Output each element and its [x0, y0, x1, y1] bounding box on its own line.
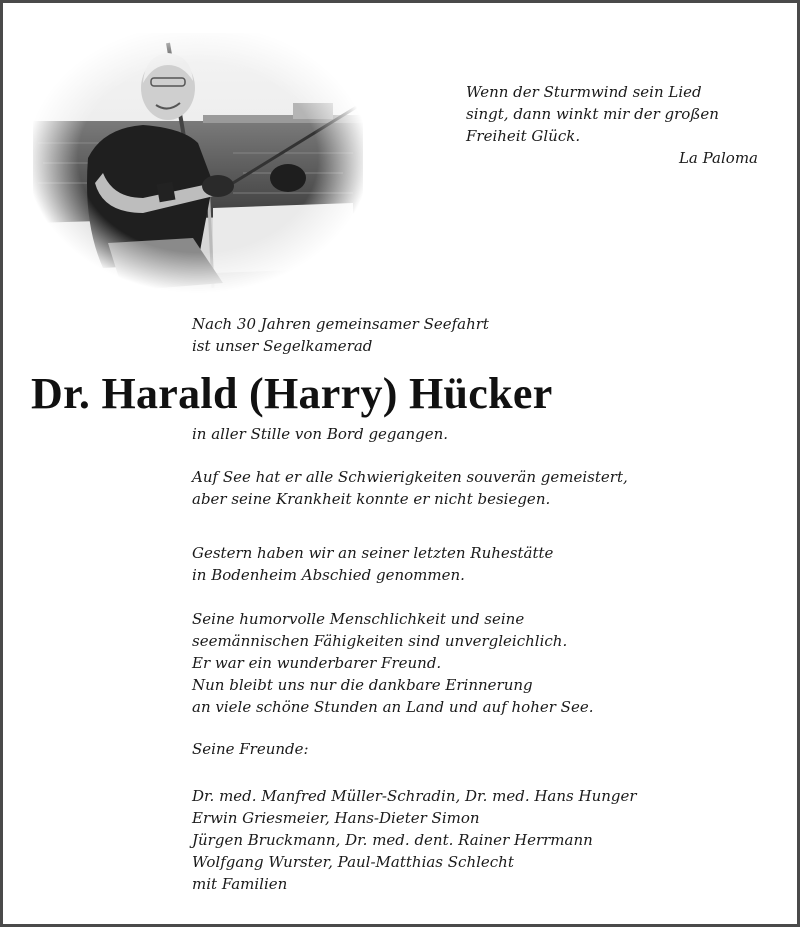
text-line: seemännischen Fähigkeiten sind unvergleichlich. — [192, 632, 568, 650]
departure-text — [192, 423, 448, 445]
signatory-line: Erwin Griesmeier, Hans-Dieter Simon — [192, 809, 480, 827]
tribute-paragraph — [192, 608, 593, 718]
text-line: in Bodenheim Abschied genommen. — [192, 566, 465, 584]
epigraph-quote — [466, 81, 766, 169]
deceased-name: Dr. Harald (Harry) Hücker — [31, 369, 553, 418]
text-line: Er war ein wunderbarer Freund. — [192, 654, 442, 672]
struggle-paragraph — [192, 466, 628, 510]
intro-line: Nach 30 Jahren gemeinsamer Seefahrt — [192, 315, 489, 333]
text-line: aber seine Krankheit konnte er nicht besiegen. — [192, 490, 551, 508]
text-line: Auf See hat er alle Schwierigkeiten souverän gemeistert, — [192, 468, 628, 486]
quote-line: Wenn der Sturmwind sein Lied — [466, 83, 702, 101]
memorial-photo — [33, 33, 363, 293]
text-line: Nun bleibt uns nur die dankbare Erinnerung — [192, 676, 533, 694]
intro-line: ist unser Segelkamerad — [192, 337, 373, 355]
burial-paragraph — [192, 542, 553, 586]
signatory-line: Dr. med. Manfred Müller-Schradin, Dr. med. Hans Hunger — [192, 787, 637, 805]
text-line: Gestern haben wir an seiner letzten Ruhestätte — [192, 544, 554, 562]
text-line: an viele schöne Stunden an Land und auf hoher See. — [192, 698, 594, 716]
signatory-line: mit Familien — [192, 875, 288, 893]
signatories-list — [192, 785, 637, 895]
sailing-man-photo-icon — [33, 33, 363, 293]
quote-line: Freiheit Glück. — [466, 127, 581, 145]
signatory-line: Jürgen Bruckmann, Dr. med. dent. Rainer Herrmann — [192, 831, 593, 849]
signatory-line: Wolfgang Wurster, Paul-Matthias Schlecht — [192, 853, 514, 871]
quote-source: La Paloma — [678, 149, 758, 167]
signatories-heading: Seine Freunde: — [192, 740, 309, 758]
text-line: in aller Stille von Bord gegangen. — [192, 425, 449, 443]
text-line: Seine humorvolle Menschlichkeit und seine — [192, 610, 525, 628]
intro-text — [192, 313, 489, 357]
quote-line: singt, dann winkt mir der großen — [466, 105, 719, 123]
